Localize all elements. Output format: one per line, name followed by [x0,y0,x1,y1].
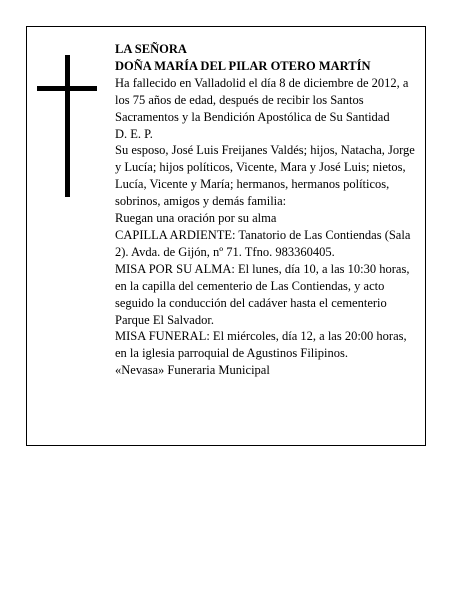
deceased-name: DOÑA MARÍA DEL PILAR OTERO MARTÍN [115,58,371,73]
title-line-1: LA SEÑORA [115,42,187,56]
obituary-text [115,41,421,379]
death-announcement: Ha fallecido en Valladolid el día 8 de diciembre de 2012, a los 75 años de edad, después de recibir los Santos Sacramentos y la Bendición Apostólica de Su Santidad [115,75,409,124]
chapel-info: CAPILLA ARDIENTE: Tanatorio de Las Contiendas (Sala 2). Avda. de Gijón, nº 71. Tfno. 983360405. [115,227,411,259]
family-list: Su esposo, José Luis Freijanes Valdés; hijos, Natacha, Jorge y Lucía; hijos políticos, Vicente, Mara y José Luis; nietos, Lucía, Vicente y María; hermanos, hermanos políticos, sobrinos, amigos y demás familia: [115,143,415,209]
cross-vertical-bar [65,55,70,197]
prayer-request: Ruegan una oración por su alma [115,211,277,226]
rest-in-peace: D. E. P. [115,126,153,141]
cross-icon [37,55,97,197]
cross-horizontal-bar [37,86,97,91]
funeral-home: «Nevasa» Funeraria Municipal [115,363,270,378]
obituary-notice [26,26,426,446]
mass-soul-info: MISA POR SU ALMA: El lunes, día 10, a las 10:30 horas, en la capilla del cementerio de Las Contiendas, y acto seguido la conducción del cadáver hasta el cementerio Parque El Salvador. [115,261,410,327]
funeral-mass-info: MISA FUNERAL: El miércoles, día 12, a las 20:00 horas, en la iglesia parroquial de Agustinos Filipinos. [115,329,407,361]
